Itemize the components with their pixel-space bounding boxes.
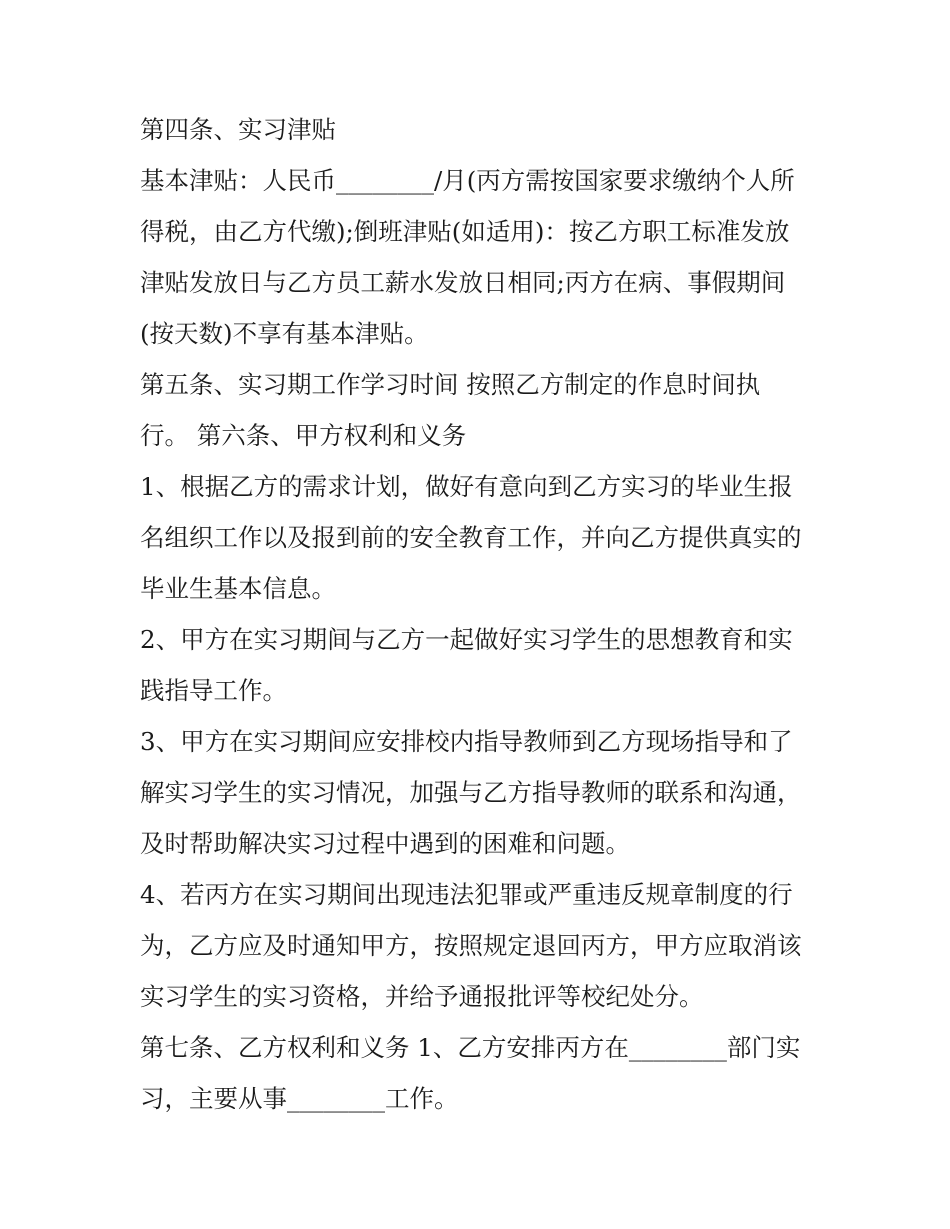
document-body bbox=[140, 108, 820, 1128]
text-line: 解实习学生的实习情况，加强与乙方指导教师的联系和沟通， bbox=[140, 778, 802, 807]
text-line: 习，主要从事________工作。 bbox=[140, 1084, 459, 1113]
text-line: 为，乙方应及时通知甲方，按照规定退回丙方，甲方应取消该 bbox=[140, 931, 802, 960]
list-item-1: 1、根据乙方的需求计划，做好有意向到乙方实习的毕业生报 bbox=[140, 472, 793, 501]
text-line: 毕业生基本信息。 bbox=[140, 574, 336, 603]
text-line: (按天数)不享有基本津贴。 bbox=[140, 319, 429, 348]
text-line: 得税，由乙方代缴);倒班津贴(如适用)：按乙方职工标准发放 bbox=[140, 217, 790, 246]
list-item-4: 4、若丙方在实习期间出现违法犯罪或严重违反规章制度的行 bbox=[140, 880, 793, 909]
heading-article-7: 第七条、乙方权利和义务 1、乙方安排丙方在________部门实 bbox=[140, 1033, 801, 1062]
heading-article-5: 第五条、实习期工作学习时间 按照乙方制定的作息时间执 bbox=[140, 370, 761, 399]
list-item-3: 3、甲方在实习期间应安排校内指导教师到乙方现场指导和了 bbox=[140, 727, 793, 756]
heading-article-6: 行。 第六条、甲方权利和义务 bbox=[140, 421, 467, 450]
text-line: 津贴发放日与乙方员工薪水发放日相同;丙方在病、事假期间 bbox=[140, 268, 786, 297]
text-line: 及时帮助解决实习过程中遇到的困难和问题。 bbox=[140, 829, 630, 858]
heading-article-4: 第四条、实习津贴 bbox=[140, 115, 336, 144]
text-line: 基本津贴：人民币________/月(丙方需按国家要求缴纳个人所 bbox=[140, 166, 795, 195]
list-item-2: 2、甲方在实习期间与乙方一起做好实习学生的思想教育和实 bbox=[140, 625, 793, 654]
text-line: 实习学生的实习资格，并给予通报批评等校纪处分。 bbox=[140, 982, 704, 1011]
text-line: 践指导工作。 bbox=[140, 676, 287, 705]
text-line: 名组织工作以及报到前的安全教育工作，并向乙方提供真实的 bbox=[140, 523, 802, 552]
